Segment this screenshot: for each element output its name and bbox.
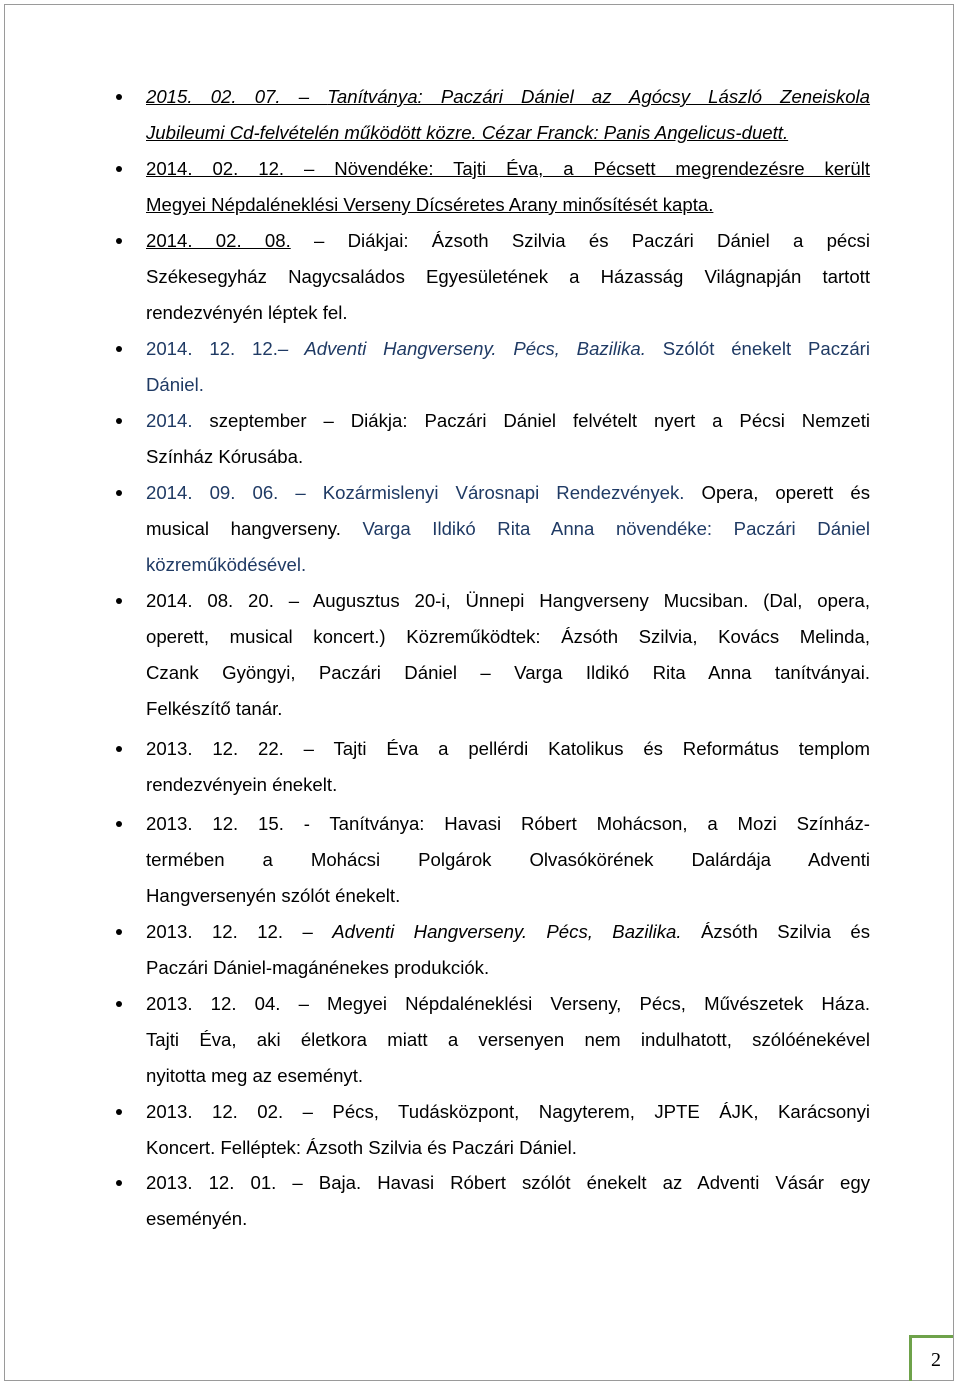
list-item-line <box>146 338 870 360</box>
text-run: rendezvényén léptek fel. <box>146 302 348 323</box>
bullet-icon <box>116 418 122 424</box>
text-run: 2013. 12. 04. – Megyei Népdaléneklési Verseny, Pécs, Művészetek Háza. <box>146 993 870 1014</box>
list-item-line <box>146 230 870 252</box>
bullet-icon <box>116 1001 122 1007</box>
list-item-line <box>146 1029 870 1051</box>
list-item-line <box>146 518 870 540</box>
list-item-line <box>146 374 870 396</box>
text-run: 2013. 12. 15. - Tanítványa: Havasi Róbert Mohácson, a Mozi Színház- <box>146 813 870 834</box>
text-run: – Adventi Hangverseny. Pécs, Bazilika. <box>277 338 646 359</box>
text-run: musical hangverseny. <box>146 518 341 539</box>
text-run: 2013. 12. 01. – Baja. Havasi Róbert szólót énekelt az Adventi Vásár egy <box>146 1172 870 1193</box>
text-run: eseményén. <box>146 1208 248 1229</box>
text-run: Székesegyház Nagycsaládos Egyesületének a Házasság Világnapján tartott <box>146 266 870 287</box>
text-run: Megyei Népdaléneklési Verseny Dícséretes Arany minősítését kapta. <box>146 194 714 215</box>
list-item-line <box>146 1208 870 1230</box>
list-item-line <box>146 774 870 796</box>
list-item-line <box>146 482 870 504</box>
text-run: 2014. 09. 06. – Kozármislenyi Városnapi Rendezvények. <box>146 482 685 503</box>
text-run: Dániel. <box>146 374 204 395</box>
text-run: Szólót énekelt Paczári <box>645 338 870 359</box>
text-run: Tajti Éva, aki életkora miatt a versenyen nem indulhatott, szólóénekével <box>146 1029 870 1050</box>
bullet-icon <box>116 929 122 935</box>
text-run: Jubileumi Cd-felvételén működött közre. Cézar Franck: Panis Angelicus-duett. <box>146 122 789 143</box>
page-number-box <box>909 1335 953 1381</box>
list-item-line <box>146 446 870 468</box>
text-run: Opera, operett és <box>684 482 870 503</box>
text-run: 2015. 02. 07. – <box>146 86 328 107</box>
text-run: rendezvényein énekelt. <box>146 774 338 795</box>
text-run: közreműködésével. <box>146 554 307 575</box>
text-run: 2013. 12. 02. – Pécs, Tudásközpont, Nagyterem, JPTE ÁJK, Karácsonyi <box>146 1101 870 1122</box>
bullet-icon <box>116 490 122 496</box>
text-run: Hangversenyén szólót énekelt. <box>146 885 401 906</box>
bullet-icon <box>116 1109 122 1115</box>
text-run: – Diákjai: Ázsoth Szilvia és Paczári Dániel a pécsi <box>290 230 870 251</box>
text-run: termében a Mohácsi Polgárok Olvasókörének Dalárdája Adventi <box>146 849 870 870</box>
text-run: Színház Kórusába. <box>146 446 304 467</box>
list-item-line <box>146 921 870 943</box>
list-item-line <box>146 849 870 871</box>
list-item-line <box>146 957 870 979</box>
bullet-icon <box>116 238 122 244</box>
list-item-line <box>146 554 870 576</box>
text-run: Paczári Dániel-magánénekes produkciók. <box>146 957 490 978</box>
list-item-line <box>146 993 870 1015</box>
list-item-line <box>146 885 870 907</box>
list-item-line <box>146 122 870 144</box>
text-run: 2014. 02. 08. <box>146 230 291 251</box>
text-run: 2013. 12. 22. – Tajti Éva a pellérdi Katolikus és Református templom <box>146 738 870 759</box>
list-item-line <box>146 158 870 180</box>
list-item-line <box>146 590 870 612</box>
text-run: szeptember – Diákja: Paczári Dániel felvételt nyert a Pécsi Nemzeti <box>192 410 870 431</box>
list-item-line <box>146 194 870 216</box>
text-run: nyitotta meg az eseményt. <box>146 1065 364 1086</box>
list-item-line <box>146 410 870 432</box>
bullet-icon <box>116 94 122 100</box>
text-run: 2014. <box>146 410 193 431</box>
text-run: Varga Ildikó Rita Anna növendéke: Paczári Dániel <box>340 518 870 539</box>
text-run: 2014. 12. 12. <box>146 338 278 359</box>
bullet-icon <box>116 1180 122 1186</box>
list-item-line <box>146 662 870 684</box>
list-item-line <box>146 626 870 648</box>
list-item-line <box>146 738 870 760</box>
text-run: 2014. 08. 20. – Augusztus 20-i, Ünnepi Hangverseny Mucsiban. (Dal, opera, <box>146 590 870 611</box>
list-item-line <box>146 1172 870 1194</box>
text-run: 2014. 02. 12. – Növendéke: Tajti Éva, a Pécsett megrendezésre került <box>146 158 870 179</box>
page-number: 2 <box>931 1349 941 1371</box>
list-item-line <box>146 1137 870 1159</box>
text-run: Ázsóth Szilvia és <box>681 921 870 942</box>
list-item-line <box>146 1065 870 1087</box>
text-run: Adventi Hangverseny. Pécs, Bazilika. <box>332 921 682 942</box>
text-run: Koncert. Felléptek: Ázsoth Szilvia és Paczári Dániel. <box>146 1137 577 1158</box>
text-run: Felkészítő tanár. <box>146 698 283 719</box>
list-item-line <box>146 813 870 835</box>
bullet-icon <box>116 598 122 604</box>
bullet-icon <box>116 746 122 752</box>
bullet-icon <box>116 166 122 172</box>
list-item-line <box>146 698 870 720</box>
text-run: operett, musical koncert.) Közreműködtek: Ázsóth Szilvia, Kovács Melinda, <box>146 626 870 647</box>
text-run: Tanítványa: Paczári Dániel az Agócsy László Zeneiskola <box>327 86 871 107</box>
list-item-line <box>146 266 870 288</box>
bullet-icon <box>116 346 122 352</box>
list-item-line <box>146 302 870 324</box>
list-item-line <box>146 86 870 108</box>
text-run: Czank Gyöngyi, Paczári Dániel – Varga Ildikó Rita Anna tanítványai. <box>146 662 870 683</box>
text-run: 2013. 12. 12. – <box>146 921 333 942</box>
bullet-icon <box>116 821 122 827</box>
list-item-line <box>146 1101 870 1123</box>
